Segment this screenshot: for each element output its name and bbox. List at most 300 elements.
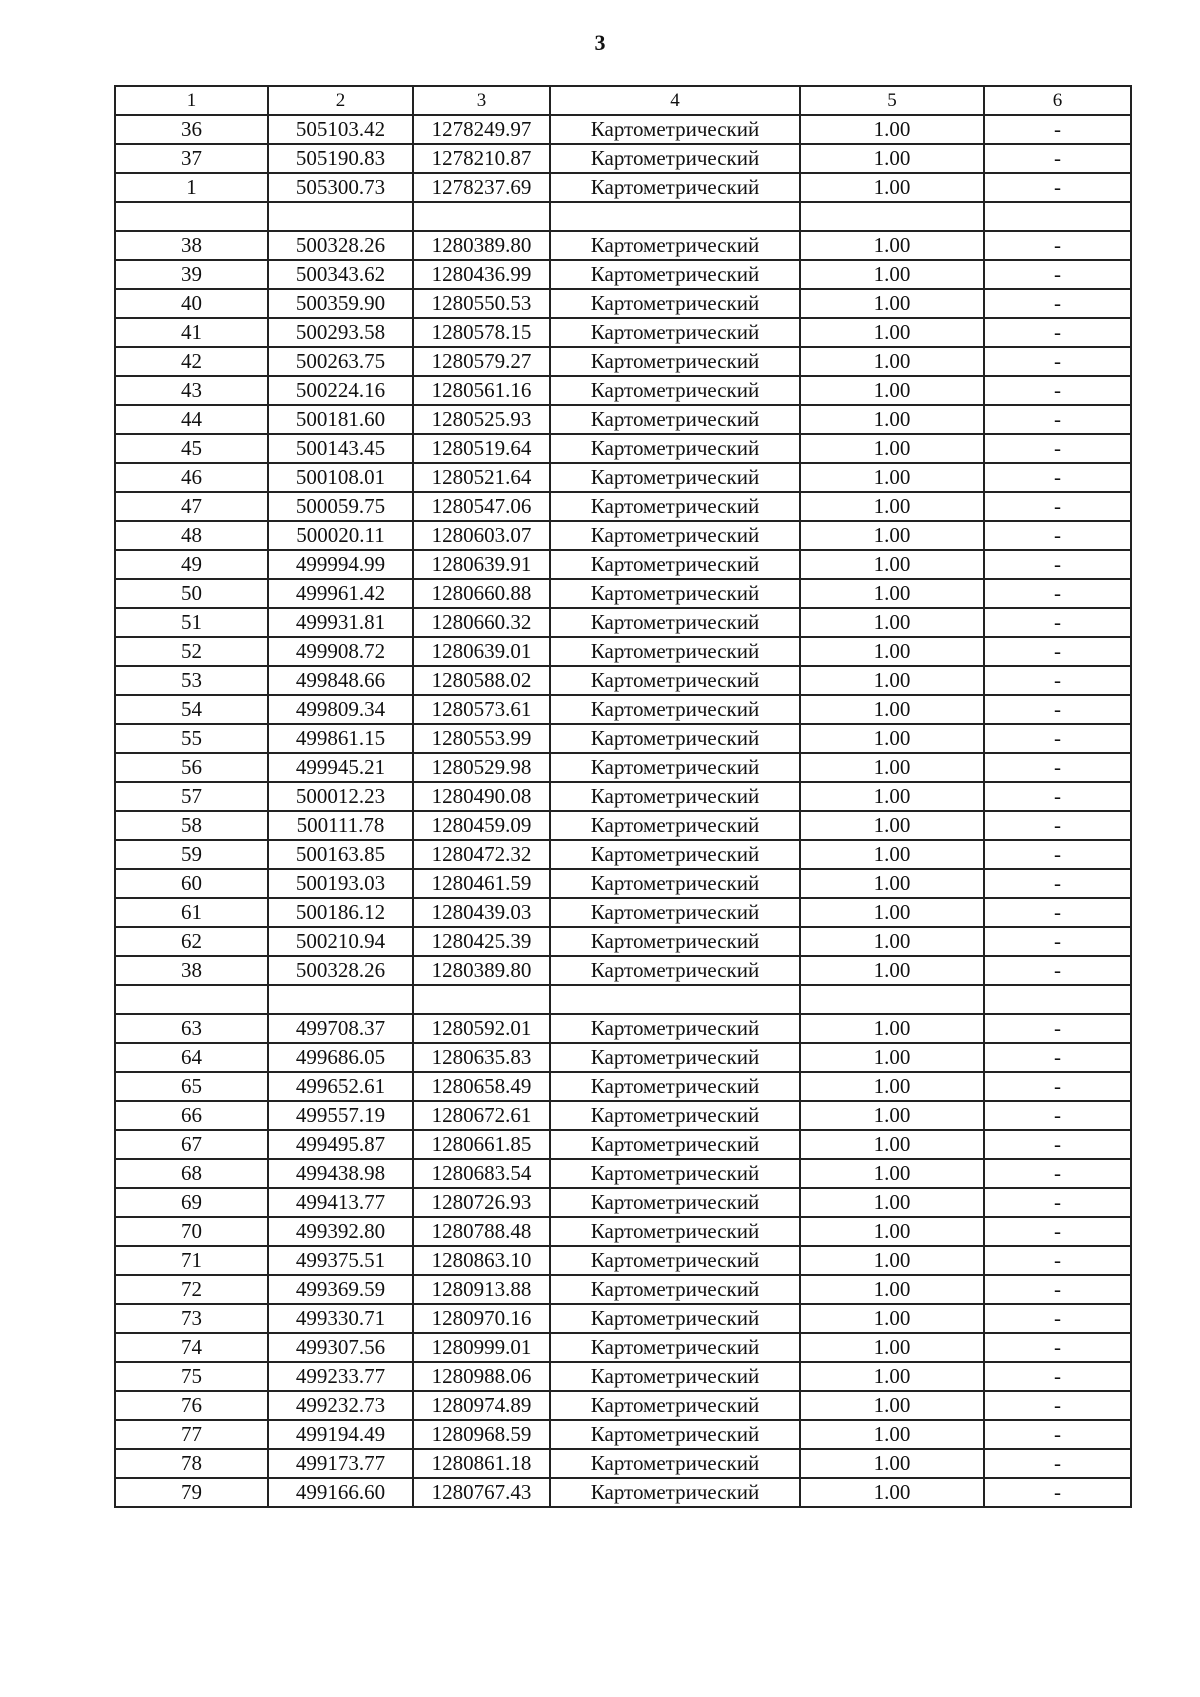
description-cell: -	[984, 637, 1131, 666]
accuracy-cell: 1.00	[800, 260, 984, 289]
point-number-cell: 74	[115, 1333, 268, 1362]
point-number-cell: 55	[115, 724, 268, 753]
accuracy-cell: 1.00	[800, 347, 984, 376]
accuracy-cell	[800, 985, 984, 1014]
table-row	[115, 1217, 1131, 1246]
point-number-cell: 43	[115, 376, 268, 405]
y-coordinate-cell: 1278237.69	[413, 173, 550, 202]
point-number-cell: 48	[115, 521, 268, 550]
point-number-cell: 45	[115, 434, 268, 463]
accuracy-cell: 1.00	[800, 1101, 984, 1130]
point-number-cell: 70	[115, 1217, 268, 1246]
method-cell: Картометрический	[550, 1449, 800, 1478]
description-cell: -	[984, 579, 1131, 608]
table-row	[115, 434, 1131, 463]
accuracy-cell: 1.00	[800, 289, 984, 318]
point-number-cell: 78	[115, 1449, 268, 1478]
coordinates-table	[114, 85, 1132, 1508]
x-coordinate-cell: 499392.80	[268, 1217, 413, 1246]
point-number-cell: 65	[115, 1072, 268, 1101]
method-cell: Картометрический	[550, 1043, 800, 1072]
y-coordinate-cell: 1280425.39	[413, 927, 550, 956]
table-row	[115, 637, 1131, 666]
table-row	[115, 898, 1131, 927]
description-cell: -	[984, 1043, 1131, 1072]
description-cell: -	[984, 492, 1131, 521]
description-cell: -	[984, 521, 1131, 550]
description-cell: -	[984, 1478, 1131, 1507]
accuracy-cell: 1.00	[800, 1333, 984, 1362]
table-header-row	[115, 86, 1131, 115]
point-number-cell: 1	[115, 173, 268, 202]
x-coordinate-cell: 499173.77	[268, 1449, 413, 1478]
description-cell: -	[984, 1101, 1131, 1130]
description-cell: -	[984, 1362, 1131, 1391]
description-cell: -	[984, 1217, 1131, 1246]
x-coordinate-cell: 499495.87	[268, 1130, 413, 1159]
x-coordinate-cell: 499233.77	[268, 1362, 413, 1391]
x-coordinate-cell: 499330.71	[268, 1304, 413, 1333]
point-number-cell: 46	[115, 463, 268, 492]
x-coordinate-cell: 500293.58	[268, 318, 413, 347]
description-cell: -	[984, 811, 1131, 840]
y-coordinate-cell: 1280519.64	[413, 434, 550, 463]
point-number-cell: 38	[115, 956, 268, 985]
x-coordinate-cell	[268, 985, 413, 1014]
method-cell: Картометрический	[550, 115, 800, 144]
accuracy-cell: 1.00	[800, 1391, 984, 1420]
point-number-cell: 79	[115, 1478, 268, 1507]
x-coordinate-cell: 500328.26	[268, 956, 413, 985]
description-cell: -	[984, 1420, 1131, 1449]
y-coordinate-cell: 1280788.48	[413, 1217, 550, 1246]
x-coordinate-cell: 499686.05	[268, 1043, 413, 1072]
method-cell: Картометрический	[550, 1130, 800, 1159]
method-cell: Картометрический	[550, 1159, 800, 1188]
method-cell: Картометрический	[550, 347, 800, 376]
method-cell: Картометрический	[550, 521, 800, 550]
point-number-cell: 66	[115, 1101, 268, 1130]
accuracy-cell: 1.00	[800, 376, 984, 405]
x-coordinate-cell: 499557.19	[268, 1101, 413, 1130]
y-coordinate-cell: 1280970.16	[413, 1304, 550, 1333]
x-coordinate-cell: 499369.59	[268, 1275, 413, 1304]
accuracy-cell: 1.00	[800, 144, 984, 173]
table-row	[115, 1362, 1131, 1391]
x-coordinate-cell: 499375.51	[268, 1246, 413, 1275]
x-coordinate-cell: 500328.26	[268, 231, 413, 260]
y-coordinate-cell: 1280439.03	[413, 898, 550, 927]
y-coordinate-cell: 1280661.85	[413, 1130, 550, 1159]
table-row	[115, 1304, 1131, 1333]
x-coordinate-cell: 499307.56	[268, 1333, 413, 1362]
accuracy-cell: 1.00	[800, 521, 984, 550]
point-number-cell: 40	[115, 289, 268, 318]
accuracy-cell: 1.00	[800, 1043, 984, 1072]
point-number-cell: 76	[115, 1391, 268, 1420]
y-coordinate-cell: 1280988.06	[413, 1362, 550, 1391]
y-coordinate-cell: 1280459.09	[413, 811, 550, 840]
table-row	[115, 492, 1131, 521]
x-coordinate-cell: 499908.72	[268, 637, 413, 666]
point-number-cell: 69	[115, 1188, 268, 1217]
description-cell: -	[984, 260, 1131, 289]
y-coordinate-cell	[413, 202, 550, 231]
point-number-cell: 68	[115, 1159, 268, 1188]
method-cell: Картометрический	[550, 144, 800, 173]
accuracy-cell: 1.00	[800, 550, 984, 579]
y-coordinate-cell: 1280592.01	[413, 1014, 550, 1043]
y-coordinate-cell: 1280726.93	[413, 1188, 550, 1217]
table-row	[115, 1159, 1131, 1188]
description-cell	[984, 985, 1131, 1014]
method-cell: Картометрический	[550, 898, 800, 927]
description-cell: -	[984, 1072, 1131, 1101]
method-cell: Картометрический	[550, 1333, 800, 1362]
method-cell: Картометрический	[550, 376, 800, 405]
description-cell: -	[984, 1159, 1131, 1188]
coordinates-table-body	[115, 86, 1131, 1507]
column-header: 4	[550, 86, 800, 115]
method-cell: Картометрический	[550, 1478, 800, 1507]
method-cell: Картометрический	[550, 1304, 800, 1333]
y-coordinate-cell: 1280913.88	[413, 1275, 550, 1304]
point-number-cell: 37	[115, 144, 268, 173]
table-row	[115, 376, 1131, 405]
point-number-cell: 64	[115, 1043, 268, 1072]
table-row	[115, 115, 1131, 144]
y-coordinate-cell: 1280861.18	[413, 1449, 550, 1478]
table-row	[115, 405, 1131, 434]
accuracy-cell: 1.00	[800, 1275, 984, 1304]
accuracy-cell: 1.00	[800, 666, 984, 695]
x-coordinate-cell: 500111.78	[268, 811, 413, 840]
description-cell: -	[984, 1188, 1131, 1217]
method-cell: Картометрический	[550, 318, 800, 347]
table-row	[115, 608, 1131, 637]
method-cell: Картометрический	[550, 637, 800, 666]
point-number-cell: 41	[115, 318, 268, 347]
table-row	[115, 1275, 1131, 1304]
accuracy-cell: 1.00	[800, 1362, 984, 1391]
y-coordinate-cell: 1280578.15	[413, 318, 550, 347]
table-row	[115, 1391, 1131, 1420]
y-coordinate-cell: 1280863.10	[413, 1246, 550, 1275]
accuracy-cell	[800, 202, 984, 231]
y-coordinate-cell: 1280529.98	[413, 753, 550, 782]
table-row	[115, 1246, 1131, 1275]
accuracy-cell: 1.00	[800, 1304, 984, 1333]
method-cell: Картометрический	[550, 1362, 800, 1391]
method-cell: Картометрический	[550, 1072, 800, 1101]
accuracy-cell: 1.00	[800, 1217, 984, 1246]
method-cell: Картометрический	[550, 434, 800, 463]
accuracy-cell: 1.00	[800, 1449, 984, 1478]
point-number-cell: 61	[115, 898, 268, 927]
description-cell: -	[984, 1391, 1131, 1420]
x-coordinate-cell: 500020.11	[268, 521, 413, 550]
accuracy-cell: 1.00	[800, 1072, 984, 1101]
x-coordinate-cell: 499232.73	[268, 1391, 413, 1420]
y-coordinate-cell: 1280547.06	[413, 492, 550, 521]
accuracy-cell: 1.00	[800, 173, 984, 202]
description-cell: -	[984, 347, 1131, 376]
description-cell: -	[984, 318, 1131, 347]
x-coordinate-cell: 500012.23	[268, 782, 413, 811]
description-cell: -	[984, 666, 1131, 695]
table-row	[115, 1043, 1131, 1072]
accuracy-cell: 1.00	[800, 231, 984, 260]
table-row	[115, 1130, 1131, 1159]
table-row	[115, 782, 1131, 811]
method-cell: Картометрический	[550, 666, 800, 695]
table-row	[115, 840, 1131, 869]
point-number-cell: 38	[115, 231, 268, 260]
y-coordinate-cell: 1280573.61	[413, 695, 550, 724]
method-cell: Картометрический	[550, 231, 800, 260]
x-coordinate-cell: 499961.42	[268, 579, 413, 608]
y-coordinate-cell: 1280660.32	[413, 608, 550, 637]
accuracy-cell: 1.00	[800, 840, 984, 869]
accuracy-cell: 1.00	[800, 1014, 984, 1043]
table-row	[115, 579, 1131, 608]
description-cell: -	[984, 956, 1131, 985]
table-row	[115, 956, 1131, 985]
table-row	[115, 1072, 1131, 1101]
description-cell: -	[984, 840, 1131, 869]
description-cell	[984, 202, 1131, 231]
accuracy-cell: 1.00	[800, 637, 984, 666]
accuracy-cell: 1.00	[800, 608, 984, 637]
point-number-cell: 51	[115, 608, 268, 637]
accuracy-cell: 1.00	[800, 405, 984, 434]
column-header: 2	[268, 86, 413, 115]
y-coordinate-cell: 1280461.59	[413, 869, 550, 898]
table-row	[115, 173, 1131, 202]
table-row	[115, 869, 1131, 898]
accuracy-cell: 1.00	[800, 318, 984, 347]
table-separator-row	[115, 202, 1131, 231]
accuracy-cell: 1.00	[800, 927, 984, 956]
method-cell: Картометрический	[550, 608, 800, 637]
table-row	[115, 521, 1131, 550]
method-cell: Картометрический	[550, 753, 800, 782]
table-row	[115, 231, 1131, 260]
method-cell: Картометрический	[550, 405, 800, 434]
accuracy-cell: 1.00	[800, 869, 984, 898]
table-row	[115, 318, 1131, 347]
x-coordinate-cell: 499861.15	[268, 724, 413, 753]
description-cell: -	[984, 405, 1131, 434]
method-cell: Картометрический	[550, 1391, 800, 1420]
method-cell: Картометрический	[550, 173, 800, 202]
y-coordinate-cell: 1280683.54	[413, 1159, 550, 1188]
point-number-cell: 59	[115, 840, 268, 869]
x-coordinate-cell: 499945.21	[268, 753, 413, 782]
table-row	[115, 1478, 1131, 1507]
accuracy-cell: 1.00	[800, 1246, 984, 1275]
description-cell: -	[984, 927, 1131, 956]
description-cell: -	[984, 173, 1131, 202]
y-coordinate-cell: 1280767.43	[413, 1478, 550, 1507]
x-coordinate-cell: 499652.61	[268, 1072, 413, 1101]
accuracy-cell: 1.00	[800, 492, 984, 521]
description-cell: -	[984, 289, 1131, 318]
description-cell: -	[984, 1304, 1131, 1333]
page-number: 3	[594, 30, 606, 55]
method-cell: Картометрический	[550, 811, 800, 840]
description-cell: -	[984, 144, 1131, 173]
point-number-cell: 67	[115, 1130, 268, 1159]
x-coordinate-cell: 505103.42	[268, 115, 413, 144]
point-number-cell: 73	[115, 1304, 268, 1333]
description-cell: -	[984, 550, 1131, 579]
y-coordinate-cell: 1280635.83	[413, 1043, 550, 1072]
method-cell: Картометрический	[550, 1014, 800, 1043]
x-coordinate-cell: 499438.98	[268, 1159, 413, 1188]
y-coordinate-cell: 1280974.89	[413, 1391, 550, 1420]
description-cell: -	[984, 1014, 1131, 1043]
x-coordinate-cell: 500263.75	[268, 347, 413, 376]
method-cell: Картометрический	[550, 869, 800, 898]
y-coordinate-cell: 1280550.53	[413, 289, 550, 318]
accuracy-cell: 1.00	[800, 1130, 984, 1159]
description-cell: -	[984, 434, 1131, 463]
y-coordinate-cell: 1278210.87	[413, 144, 550, 173]
method-cell: Картометрический	[550, 1246, 800, 1275]
table-row	[115, 1014, 1131, 1043]
table-row	[115, 724, 1131, 753]
table-row	[115, 1333, 1131, 1362]
table-row	[115, 463, 1131, 492]
accuracy-cell: 1.00	[800, 782, 984, 811]
x-coordinate-cell: 505190.83	[268, 144, 413, 173]
table-row	[115, 144, 1131, 173]
accuracy-cell: 1.00	[800, 434, 984, 463]
point-number-cell: 42	[115, 347, 268, 376]
description-cell: -	[984, 376, 1131, 405]
x-coordinate-cell: 499994.99	[268, 550, 413, 579]
x-coordinate-cell: 500343.62	[268, 260, 413, 289]
method-cell: Картометрический	[550, 1420, 800, 1449]
x-coordinate-cell: 500193.03	[268, 869, 413, 898]
description-cell: -	[984, 115, 1131, 144]
y-coordinate-cell: 1280389.80	[413, 231, 550, 260]
x-coordinate-cell: 500359.90	[268, 289, 413, 318]
accuracy-cell: 1.00	[800, 1188, 984, 1217]
y-coordinate-cell: 1280658.49	[413, 1072, 550, 1101]
column-header: 6	[984, 86, 1131, 115]
method-cell: Картометрический	[550, 463, 800, 492]
y-coordinate-cell: 1280639.01	[413, 637, 550, 666]
x-coordinate-cell: 499931.81	[268, 608, 413, 637]
x-coordinate-cell: 505300.73	[268, 173, 413, 202]
table-row	[115, 260, 1131, 289]
accuracy-cell: 1.00	[800, 724, 984, 753]
point-number-cell: 44	[115, 405, 268, 434]
description-cell: -	[984, 898, 1131, 927]
description-cell: -	[984, 753, 1131, 782]
method-cell: Картометрический	[550, 550, 800, 579]
point-number-cell: 58	[115, 811, 268, 840]
point-number-cell: 36	[115, 115, 268, 144]
description-cell: -	[984, 231, 1131, 260]
x-coordinate-cell: 499413.77	[268, 1188, 413, 1217]
accuracy-cell: 1.00	[800, 956, 984, 985]
description-cell: -	[984, 1275, 1131, 1304]
x-coordinate-cell: 500059.75	[268, 492, 413, 521]
x-coordinate-cell: 499166.60	[268, 1478, 413, 1507]
point-number-cell	[115, 202, 268, 231]
method-cell: Картометрический	[550, 579, 800, 608]
x-coordinate-cell: 500163.85	[268, 840, 413, 869]
x-coordinate-cell: 499194.49	[268, 1420, 413, 1449]
point-number-cell: 77	[115, 1420, 268, 1449]
accuracy-cell: 1.00	[800, 1420, 984, 1449]
point-number-cell: 63	[115, 1014, 268, 1043]
table-row	[115, 927, 1131, 956]
y-coordinate-cell: 1280472.32	[413, 840, 550, 869]
table-row	[115, 347, 1131, 376]
table-row	[115, 1449, 1131, 1478]
point-number-cell: 56	[115, 753, 268, 782]
table-row	[115, 1188, 1131, 1217]
accuracy-cell: 1.00	[800, 579, 984, 608]
column-header: 3	[413, 86, 550, 115]
method-cell: Картометрический	[550, 782, 800, 811]
x-coordinate-cell: 500108.01	[268, 463, 413, 492]
y-coordinate-cell: 1280521.64	[413, 463, 550, 492]
description-cell: -	[984, 869, 1131, 898]
x-coordinate-cell: 500224.16	[268, 376, 413, 405]
x-coordinate-cell: 500186.12	[268, 898, 413, 927]
method-cell: Картометрический	[550, 724, 800, 753]
y-coordinate-cell: 1280561.16	[413, 376, 550, 405]
y-coordinate-cell: 1278249.97	[413, 115, 550, 144]
point-number-cell: 62	[115, 927, 268, 956]
x-coordinate-cell: 500143.45	[268, 434, 413, 463]
accuracy-cell: 1.00	[800, 898, 984, 927]
y-coordinate-cell: 1280525.93	[413, 405, 550, 434]
description-cell: -	[984, 463, 1131, 492]
description-cell: -	[984, 1449, 1131, 1478]
point-number-cell: 54	[115, 695, 268, 724]
y-coordinate-cell: 1280603.07	[413, 521, 550, 550]
description-cell: -	[984, 695, 1131, 724]
table-row	[115, 753, 1131, 782]
table-row	[115, 550, 1131, 579]
accuracy-cell: 1.00	[800, 695, 984, 724]
table-separator-row	[115, 985, 1131, 1014]
accuracy-cell: 1.00	[800, 811, 984, 840]
point-number-cell: 49	[115, 550, 268, 579]
table-row	[115, 1101, 1131, 1130]
method-cell: Картометрический	[550, 840, 800, 869]
accuracy-cell: 1.00	[800, 115, 984, 144]
method-cell: Картометрический	[550, 289, 800, 318]
method-cell: Картометрический	[550, 492, 800, 521]
point-number-cell: 57	[115, 782, 268, 811]
method-cell: Картометрический	[550, 1188, 800, 1217]
y-coordinate-cell: 1280553.99	[413, 724, 550, 753]
point-number-cell: 52	[115, 637, 268, 666]
point-number-cell: 39	[115, 260, 268, 289]
y-coordinate-cell: 1280660.88	[413, 579, 550, 608]
y-coordinate-cell	[413, 985, 550, 1014]
method-cell: Картометрический	[550, 695, 800, 724]
x-coordinate-cell: 500210.94	[268, 927, 413, 956]
point-number-cell: 50	[115, 579, 268, 608]
